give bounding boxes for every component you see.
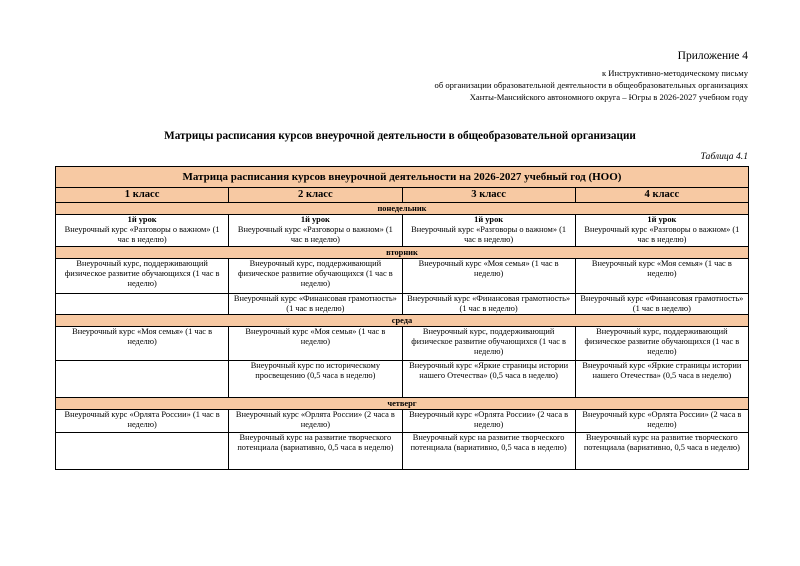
table-number: Таблица 4.1 [700, 151, 748, 162]
schedule-cell: Внеурочный курс на развитие творческого потенциала (вариативно, 0,5 часа в неделю) [402, 433, 575, 470]
schedule-cell: Внеурочный курс «Яркие страницы истории нашего Отечества» (0,5 часа в неделю) [575, 361, 748, 398]
document-subheading [435, 67, 748, 103]
schedule-cell: Внеурочный курс «Орлята России» (2 часа в неделю) [229, 410, 402, 433]
schedule-cell: Внеурочный курс по историческому просвещению (0,5 часа в неделю) [229, 361, 402, 398]
schedule-cell-empty [56, 294, 229, 315]
schedule-cell: Внеурочный курс «Финансовая грамотность» (1 час в неделю) [229, 294, 402, 315]
day-row-tuesday [56, 247, 749, 259]
schedule-cell: Внеурочный курс «Орлята России» (2 часа в неделю) [402, 410, 575, 433]
day-row-wednesday [56, 315, 749, 327]
course-text: Внеурочный курс «Разговоры о важном» (1 час в неделю) [64, 225, 220, 244]
table-row [56, 259, 749, 294]
schedule-cell: Внеурочный курс на развитие творческого потенциала (вариативно, 0,5 часа в неделю) [229, 433, 402, 470]
day-label: среда [56, 315, 749, 327]
table-title: Матрица расписания курсов внеурочной деятельности на 2026-2027 учебный год (НОО) [56, 167, 749, 188]
schedule-matrix-table [55, 166, 749, 470]
schedule-cell [56, 215, 229, 247]
schedule-cell: Внеурочный курс «Моя семья» (1 час в неделю) [575, 259, 748, 294]
schedule-cell-empty [56, 433, 229, 470]
table-row [56, 215, 749, 247]
grade-header: 1 класс [56, 188, 229, 203]
schedule-cell: Внеурочный курс «Моя семья» (1 час в неделю) [229, 327, 402, 361]
lesson-label: 1й урок [127, 215, 157, 224]
grade-header: 3 класс [402, 188, 575, 203]
subheading-line: Ханты-Мансийского автономного округа – Югры в 2026-2027 учебном году [469, 92, 748, 102]
schedule-cell-empty [56, 361, 229, 398]
appendix-label: Приложение 4 [677, 50, 748, 62]
course-text: Внеурочный курс «Разговоры о важном» (1 час в неделю) [411, 225, 567, 244]
table-row [56, 361, 749, 398]
schedule-cell [229, 215, 402, 247]
table-row [56, 294, 749, 315]
table-row [56, 433, 749, 470]
grade-header: 4 класс [575, 188, 748, 203]
schedule-cell: Внеурочный курс «Моя семья» (1 час в неделю) [402, 259, 575, 294]
day-row-thursday [56, 398, 749, 410]
schedule-cell: Внеурочный курс «Финансовая грамотность» (1 час в неделю) [402, 294, 575, 315]
grades-header-row [56, 188, 749, 203]
schedule-cell: Внеурочный курс, поддерживающий физическое развитие обучающихся (1 час в неделю) [402, 327, 575, 361]
schedule-cell: Внеурочный курс «Орлята России» (2 часа в неделю) [575, 410, 748, 433]
schedule-cell: Внеурочный курс «Финансовая грамотность» (1 час в неделю) [575, 294, 748, 315]
schedule-cell: Внеурочный курс «Яркие страницы истории нашего Отечества» (0,5 часа в неделю) [402, 361, 575, 398]
schedule-cell [402, 215, 575, 247]
grade-header: 2 класс [229, 188, 402, 203]
day-label: четверг [56, 398, 749, 410]
lesson-label: 1й урок [474, 215, 504, 224]
document-title: Матрицы расписания курсов внеурочной деятельности в общеобразовательной организации [164, 130, 636, 142]
schedule-cell: Внеурочный курс «Моя семья» (1 час в неделю) [56, 327, 229, 361]
course-text: Внеурочный курс «Разговоры о важном» (1 час в неделю) [584, 225, 740, 244]
course-text: Внеурочный курс «Разговоры о важном» (1 час в неделю) [237, 225, 393, 244]
schedule-cell [575, 215, 748, 247]
schedule-cell: Внеурочный курс на развитие творческого потенциала (вариативно, 0,5 часа в неделю) [575, 433, 748, 470]
subheading-line: к Инструктивно-методическому письму [601, 68, 748, 78]
day-label: понедельник [56, 203, 749, 215]
schedule-cell: Внеурочный курс, поддерживающий физическое развитие обучающихся (1 час в неделю) [56, 259, 229, 294]
lesson-label: 1й урок [300, 215, 330, 224]
day-label: вторник [56, 247, 749, 259]
lesson-label: 1й урок [647, 215, 677, 224]
table-row [56, 410, 749, 433]
table-title-row [56, 167, 749, 188]
subheading-line: об организации образовательной деятельности в общеобразовательных организациях [434, 80, 748, 90]
day-row-monday [56, 203, 749, 215]
schedule-cell: Внеурочный курс, поддерживающий физическое развитие обучающихся (1 час в неделю) [575, 327, 748, 361]
table-row [56, 327, 749, 361]
schedule-cell: Внеурочный курс, поддерживающий физическое развитие обучающихся (1 час в неделю) [229, 259, 402, 294]
schedule-cell: Внеурочный курс «Орлята России» (1 час в неделю) [56, 410, 229, 433]
